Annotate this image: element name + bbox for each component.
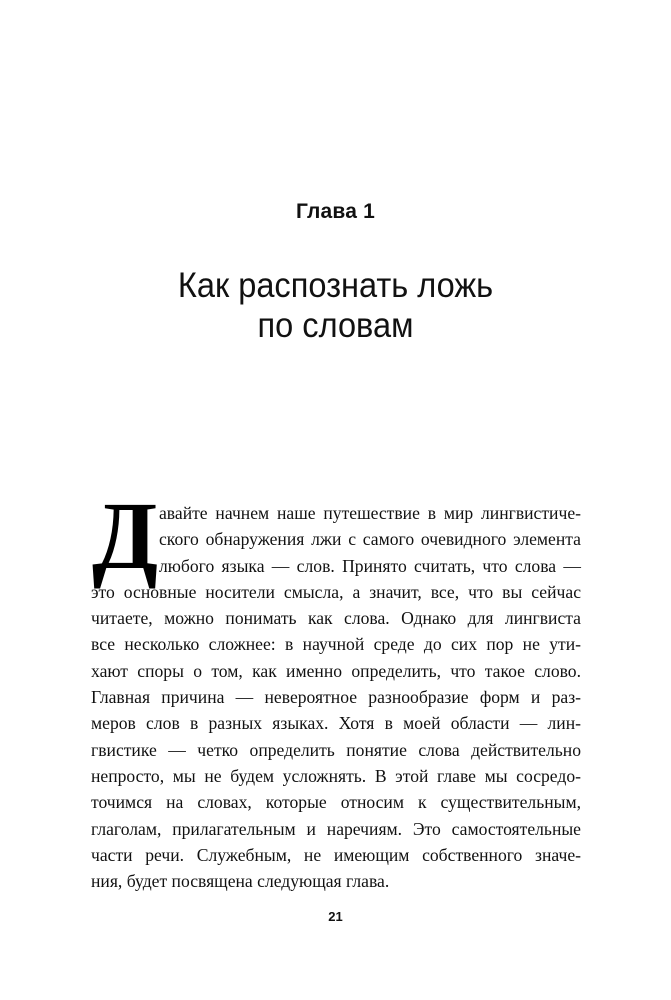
page-number: 21	[328, 909, 343, 924]
text-line: любого языка — слов. Принято считать, что слова —	[159, 555, 581, 576]
text-line: ского обнаружения лжи с самого очевидного элемента	[159, 529, 581, 550]
chapter-title-line: Как распознать ложь	[177, 266, 494, 305]
chapter-title	[23, 266, 647, 346]
text-line: глаголам, прилагательным и наречиям. Это самостоятельные	[91, 818, 581, 839]
text-line: авайте начнем наше путешествие в мир лингвистиче-	[159, 503, 581, 523]
drop-cap: Д	[92, 482, 159, 589]
text-line: гвистике — четко определить понятие слова действительно	[91, 739, 581, 760]
text-line: части речи. Служебным, не имеющим собственного значе-	[91, 844, 581, 865]
text-line: точимся на словах, которые относим к существительным,	[91, 792, 581, 813]
body-paragraph	[91, 500, 581, 894]
text-line: читаете, можно понимать как слова. Однако для лингвиста	[91, 608, 581, 629]
text-line: все несколько сложнее: в научной среде до сих пор не ути-	[91, 634, 581, 655]
text-line: ния, будет посвящена следующая глава.	[91, 871, 390, 892]
text-line: это основные носители смысла, а значит, все, что вы сейчас	[91, 581, 581, 602]
chapter-label: Глава 1	[295, 200, 376, 223]
text-line: Главная причина — невероятное разнообразие форм и раз-	[91, 687, 581, 708]
chapter-title-line: по словам	[257, 306, 414, 345]
text-line: хают споры о том, как именно определить, что такое слово.	[91, 660, 581, 681]
text-line: меров слов в разных языках. Хотя в моей области — лин-	[91, 713, 581, 734]
text-line: непросто, мы не будем усложнять. В этой главе мы сосредо-	[91, 765, 581, 786]
